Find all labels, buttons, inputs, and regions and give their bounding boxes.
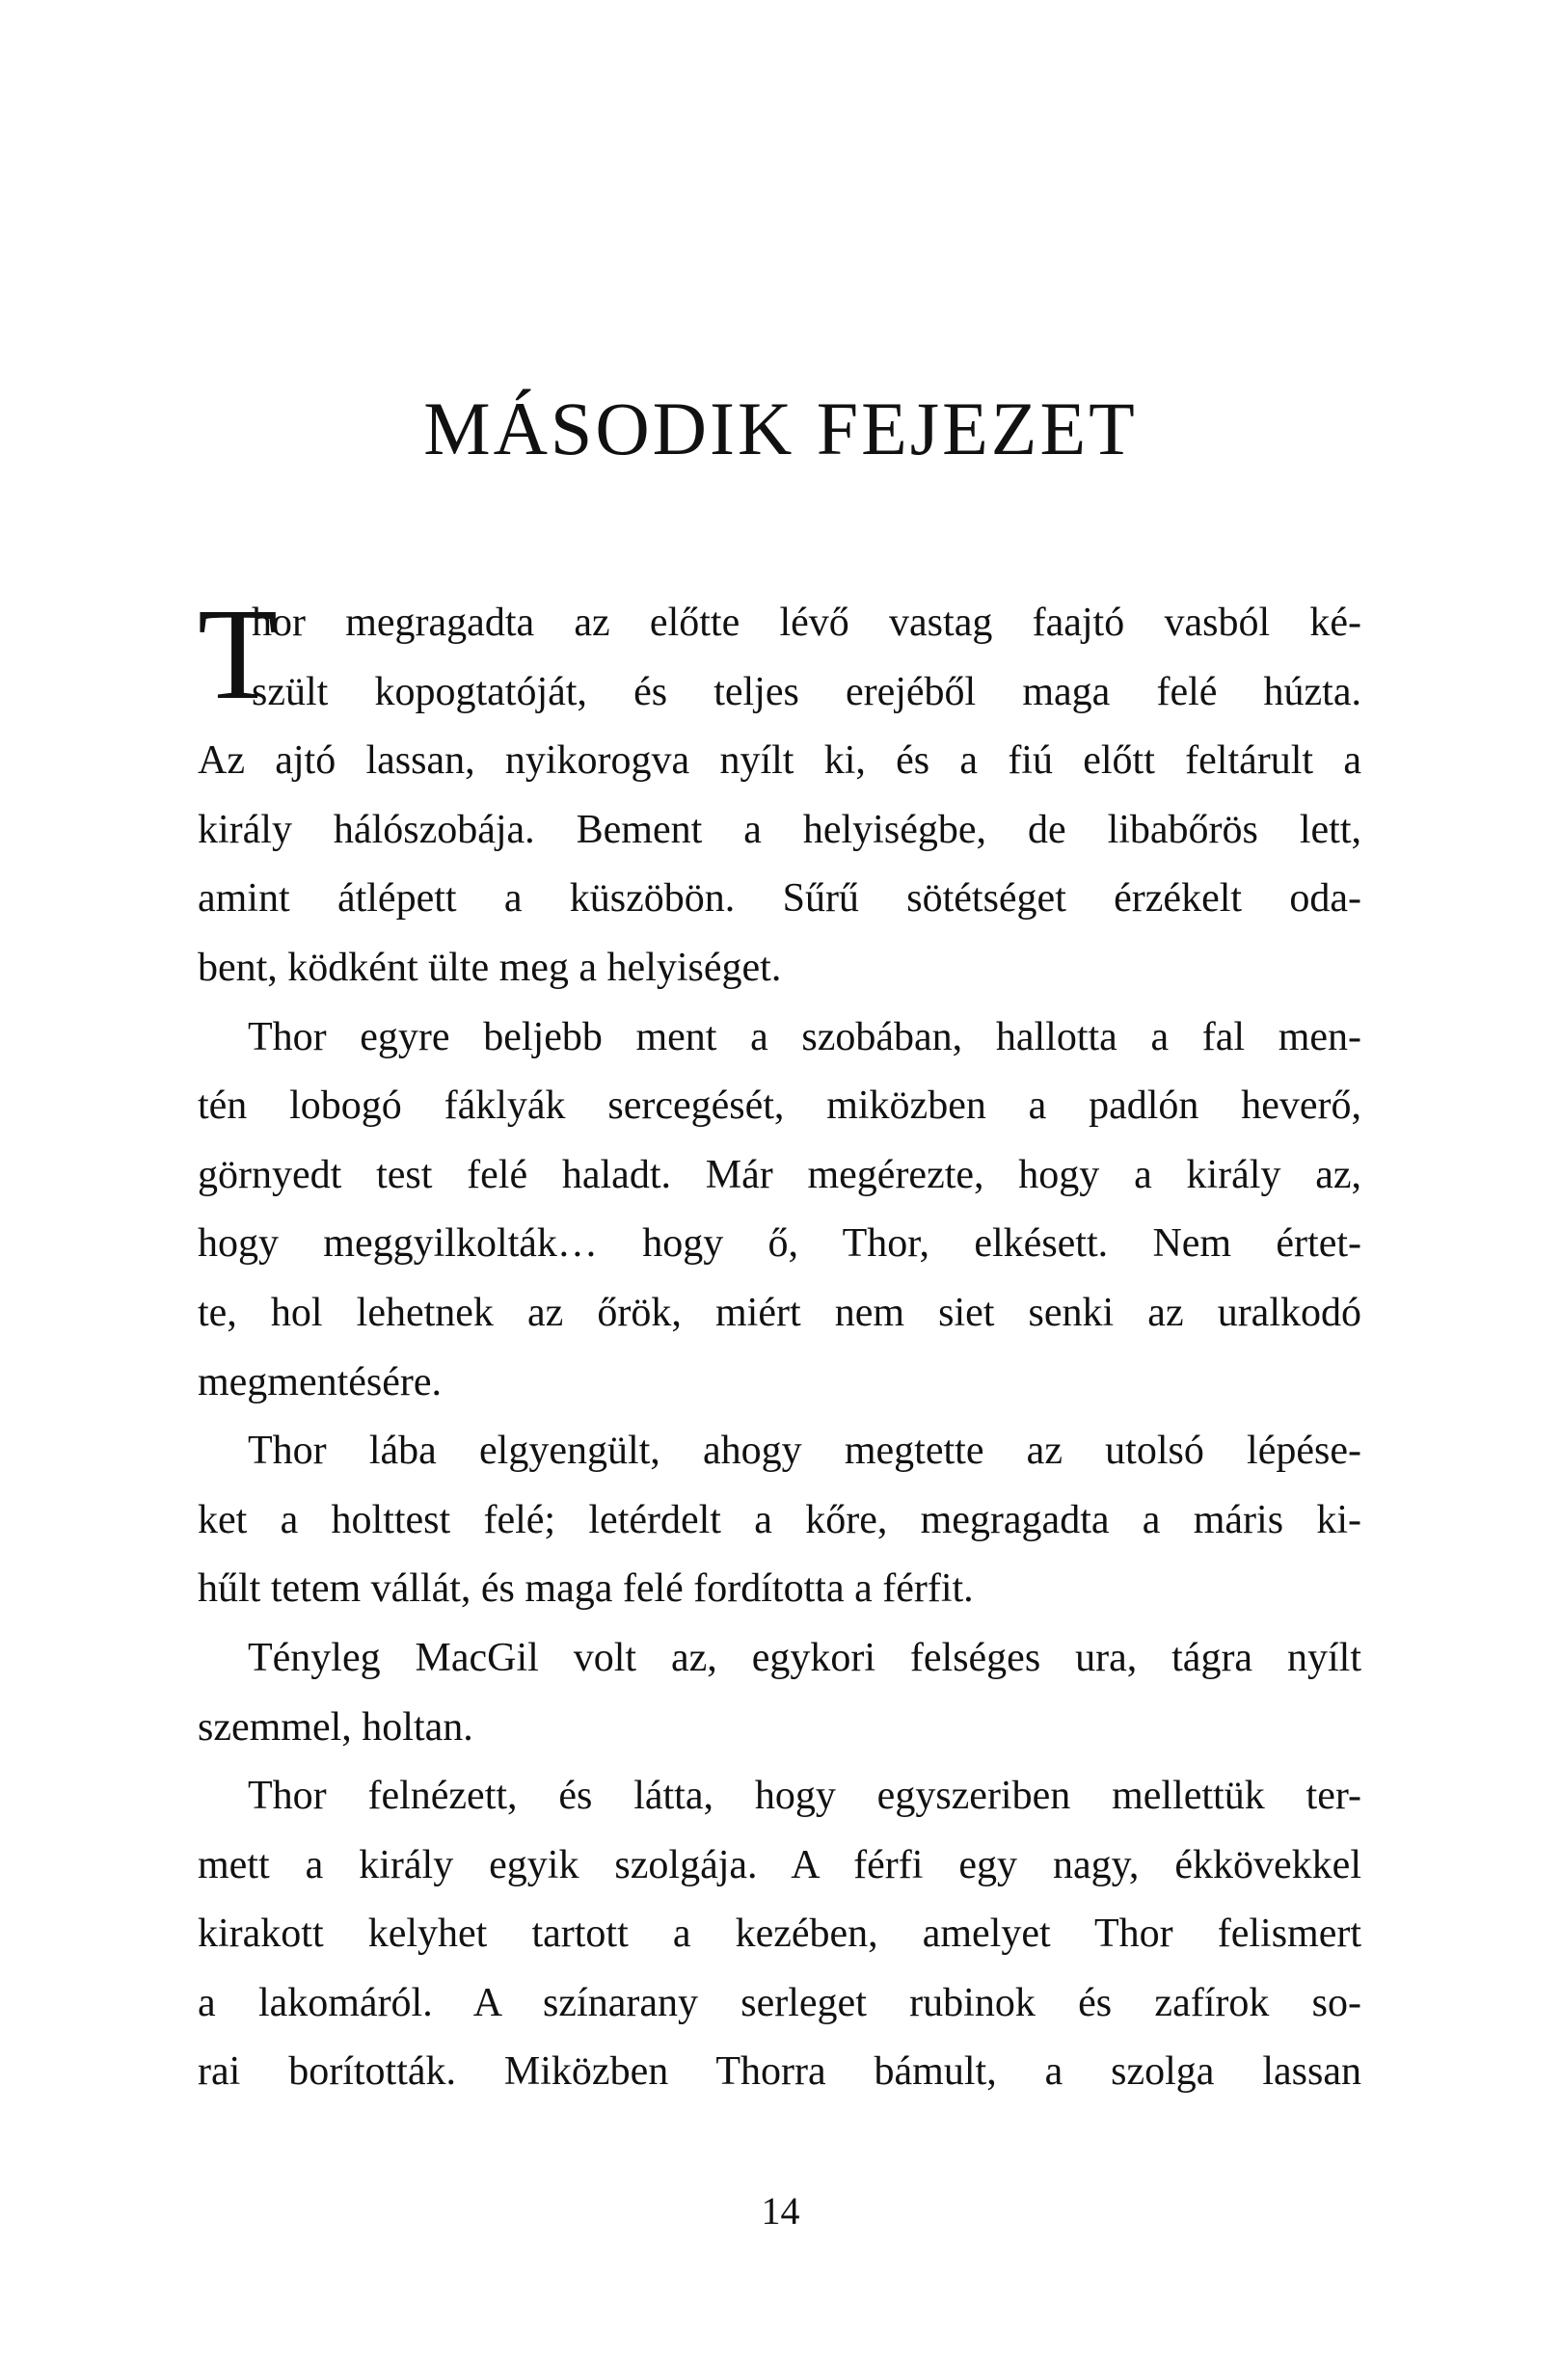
text-line: te, hol lehetnek az őrök, miért nem siet senki az uralkodó bbox=[198, 1290, 1361, 1335]
text-line: amint átlépett a küszöbön. Sűrű sötétséget érzékelt oda- bbox=[198, 876, 1361, 922]
text-line: hogy meggyilkolták… hogy ő, Thor, elkésett. Nem értet- bbox=[198, 1221, 1361, 1267]
text-line: görnyedt test felé haladt. Már megérezte, hogy a király az, bbox=[198, 1152, 1361, 1197]
text-line: Az ajtó lassan, nyikorogva nyílt ki, és a fiú előtt feltárult a bbox=[198, 738, 1361, 784]
text-line: tén lobogó fáklyák sercegését, miközben a padlón heverő, bbox=[198, 1083, 1361, 1129]
text-line: Tényleg MacGil volt az, egykori felséges ura, tágra nyílt bbox=[248, 1635, 1361, 1680]
text-line: mett a király egyik szolgája. A férfi egy nagy, ékkövekkel bbox=[198, 1842, 1361, 1887]
paragraph bbox=[198, 1762, 1361, 2107]
text-line: ket a holttest felé; letérdelt a kőre, megragadta a máris ki- bbox=[198, 1497, 1361, 1542]
text-line: rai borították. Miközben Thorra bámult, a szolga lassan bbox=[198, 2049, 1361, 2095]
paragraph bbox=[198, 1624, 1361, 1762]
text-line: hor megragadta az előtte lévő vastag faajtó vasból ké- bbox=[252, 601, 1361, 645]
text-line: király hálószobája. Bement a helyiségbe, de libabőrös lett, bbox=[198, 807, 1361, 852]
text-line: Thor felnézett, és látta, hogy egyszeriben mellettük ter- bbox=[248, 1774, 1361, 1819]
page-number: 14 bbox=[761, 2189, 800, 2233]
text-line: hűlt tetem vállát, és maga felé fordította a férfit. bbox=[198, 1566, 974, 1612]
paragraph bbox=[198, 582, 1361, 1003]
text-line: Thor lába elgyengült, ahogy megtette az utolsó lépése- bbox=[248, 1429, 1361, 1474]
text-line: szemmel, holtan. bbox=[198, 1704, 473, 1750]
body-text bbox=[198, 582, 1361, 2107]
text-line: kirakott kelyhet tartott a kezében, amelyet Thor felismert bbox=[198, 1912, 1361, 1957]
text-line: megmentésére. bbox=[198, 1359, 443, 1404]
text-line: szült kopogtatóját, és teljes erejéből maga felé húzta. bbox=[252, 669, 1361, 714]
paragraph bbox=[198, 1003, 1361, 1418]
text-line: Thor egyre beljebb ment a szobában, hallotta a fal men- bbox=[248, 1014, 1361, 1059]
paragraph bbox=[198, 1417, 1361, 1624]
chapter-title: MÁSODIK FEJEZET bbox=[423, 387, 1138, 470]
drop-cap: T bbox=[198, 582, 279, 727]
text-line: a lakomáról. A színarany serleget rubinok és zafírok so- bbox=[198, 1980, 1361, 2025]
text-line: bent, ködként ülte meg a helyiséget. bbox=[198, 945, 782, 990]
